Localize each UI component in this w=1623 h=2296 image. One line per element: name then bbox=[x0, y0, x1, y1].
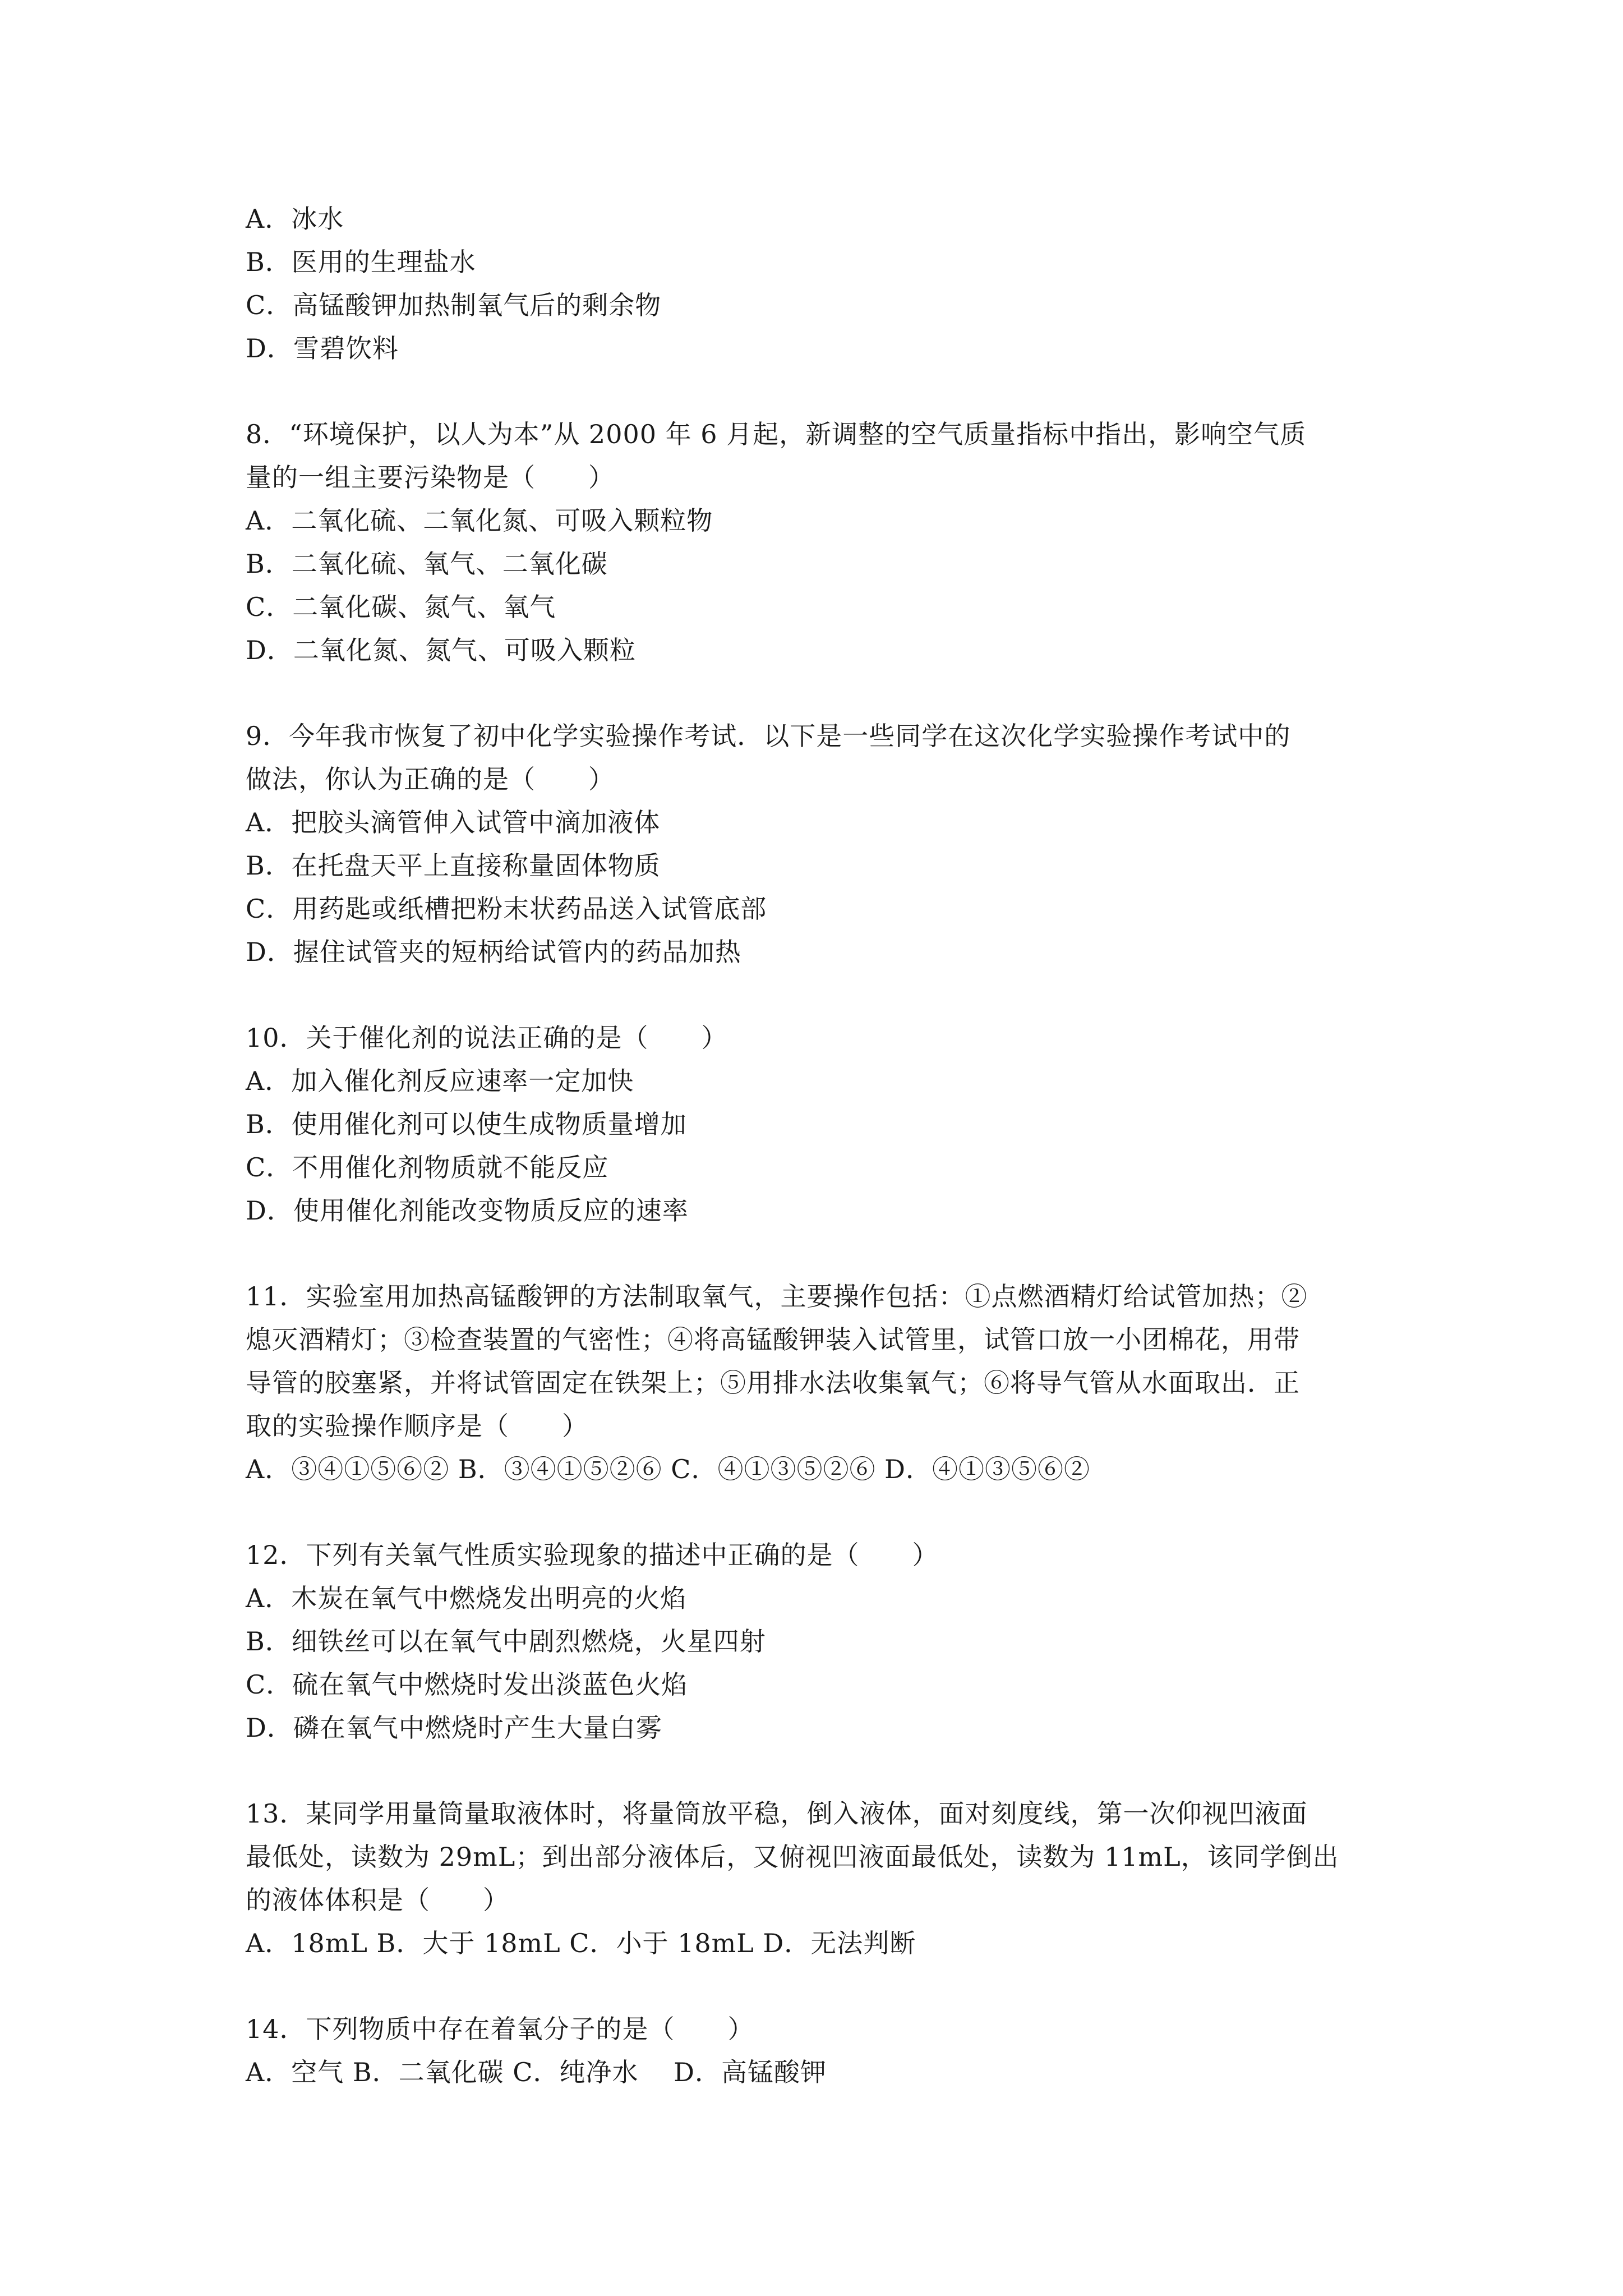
answer-option: A．加入催化剂反应速率一定加快 bbox=[246, 1066, 634, 1096]
answer-option: B．使用催化剂可以使生成物质量增加 bbox=[246, 1109, 687, 1139]
question-block bbox=[246, 1275, 1390, 1491]
answer-option: A．二氧化硫、二氧化氮、可吸入颗粒物 bbox=[246, 505, 713, 536]
answer-option: C．硫在氧气中燃烧时发出淡蓝色火焰 bbox=[246, 1669, 688, 1700]
question-stem-line: 量的一组主要污染物是（ ） bbox=[246, 462, 615, 493]
answer-option: C．高锰酸钾加热制氧气后的剩余物 bbox=[246, 290, 662, 320]
answer-option: B．医用的生理盐水 bbox=[246, 247, 476, 277]
question-stem-line: 取的实验操作顺序是（ ） bbox=[246, 1411, 588, 1441]
answer-option: C．二氧化碳、氮气、氧气 bbox=[246, 592, 556, 622]
answer-option: C．不用催化剂物质就不能反应 bbox=[246, 1152, 609, 1182]
answer-option: A．冰水 bbox=[246, 204, 344, 234]
answer-option: D．磷在氧气中燃烧时产生大量白雾 bbox=[246, 1713, 662, 1743]
question-gap bbox=[246, 1965, 1390, 2008]
question-gap bbox=[246, 974, 1390, 1016]
question-stem-line: 11．实验室用加热高锰酸钾的方法制取氧气，主要操作包括：①点燃酒精灯给试管加热；② bbox=[246, 1281, 1308, 1312]
question-gap bbox=[246, 1491, 1390, 1534]
answer-option: A．木炭在氧气中燃烧发出明亮的火焰 bbox=[246, 1583, 687, 1613]
question-gap bbox=[246, 1750, 1390, 1792]
question-block bbox=[246, 2008, 1390, 2094]
question-stem-line: 的液体体积是（ ） bbox=[246, 1885, 509, 1915]
question-gap bbox=[246, 672, 1390, 715]
question-stem-line: 14．下列物质中存在着氧分子的是（ ） bbox=[246, 2014, 754, 2044]
answer-option: A．③④①⑤⑥② B．③④①⑤②⑥ C．④①③⑤②⑥ D．④①③⑤⑥② bbox=[246, 1454, 1090, 1484]
answer-option: B．二氧化硫、氧气、二氧化碳 bbox=[246, 549, 608, 579]
answer-option: B．在托盘天平上直接称量固体物质 bbox=[246, 850, 661, 881]
question-stem-line: 13．某同学用量筒量取液体时，将量筒放平稳，倒入液体，面对刻度线，第一次仰视凹液面 bbox=[246, 1798, 1308, 1829]
question-stem-line: 熄灭酒精灯；③检查装置的气密性；④将高锰酸钾装入试管里，试管口放一小团棉花，用带 bbox=[246, 1324, 1300, 1355]
question-block bbox=[246, 1534, 1390, 1750]
question-list bbox=[246, 197, 1390, 2094]
question-stem-line: 8．“环境保护，以人为本”从 2000 年 6 月起，新调整的空气质量指标中指出，影响空气质 bbox=[246, 419, 1307, 449]
answer-option: A．18mL B．大于 18mL C．小于 18mL D．无法判断 bbox=[246, 1928, 916, 1958]
answer-option: D．握住试管夹的短柄给试管内的药品加热 bbox=[246, 937, 741, 967]
question-gap bbox=[246, 370, 1390, 413]
answer-option: D．二氧化氮、氮气、可吸入颗粒 bbox=[246, 635, 636, 665]
question-stem-line: 9．今年我市恢复了初中化学实验操作考试．以下是一些同学在这次化学实验操作考试中的 bbox=[246, 721, 1291, 751]
question-block bbox=[246, 1792, 1390, 1965]
question-gap bbox=[246, 1232, 1390, 1275]
question-stem-line: 做法，你认为正确的是（ ） bbox=[246, 764, 615, 794]
question-stem-line: 最低处，读数为 29mL；到出部分液体后，又俯视凹液面最低处，读数为 11mL，该同学倒出 bbox=[246, 1842, 1339, 1872]
question-block bbox=[246, 715, 1390, 974]
answer-option: D．使用催化剂能改变物质反应的速率 bbox=[246, 1195, 689, 1226]
question-block bbox=[246, 413, 1390, 672]
answer-option: A．把胶头滴管伸入试管中滴加液体 bbox=[246, 807, 661, 838]
answer-option: B．细铁丝可以在氧气中剧烈燃烧，火星四射 bbox=[246, 1626, 766, 1657]
question-block bbox=[246, 1016, 1390, 1232]
question-stem-line: 导管的胶塞紧，并将试管固定在铁架上；⑤用排水法收集氧气；⑥将导气管从水面取出．正 bbox=[246, 1368, 1300, 1398]
answer-option: D．雪碧饮料 bbox=[246, 333, 399, 364]
question-stem-line: 12．下列有关氧气性质实验现象的描述中正确的是（ ） bbox=[246, 1540, 939, 1570]
answer-option: C．用药匙或纸槽把粉末状药品送入试管底部 bbox=[246, 894, 767, 924]
question-block bbox=[246, 197, 1390, 370]
question-stem-line: 10．关于催化剂的说法正确的是（ ） bbox=[246, 1023, 728, 1053]
answer-option: A．空气 B．二氧化碳 C．纯净水 D．高锰酸钾 bbox=[246, 2057, 827, 2087]
